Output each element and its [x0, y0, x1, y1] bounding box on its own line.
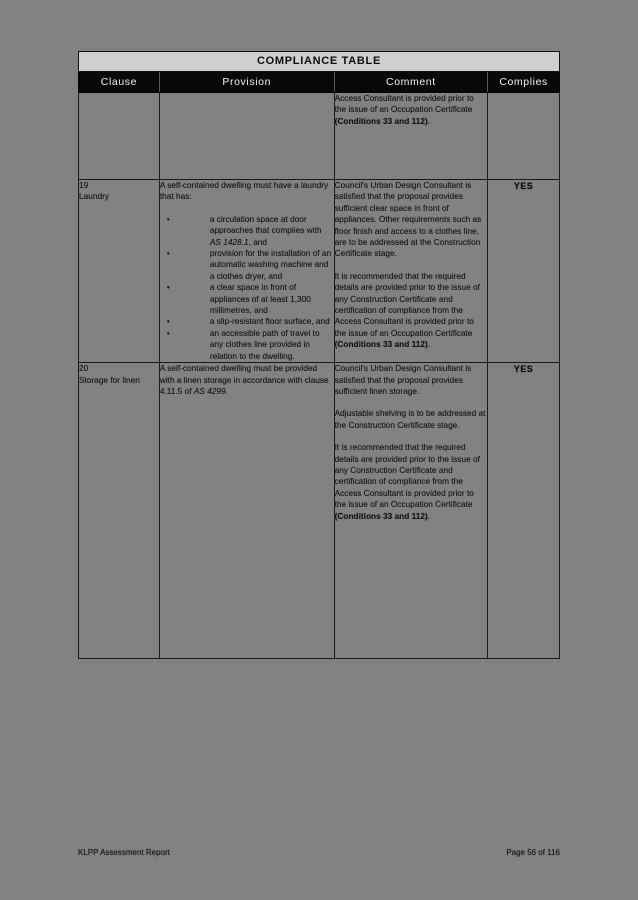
status-badge: YES: [513, 364, 534, 375]
table-title-row: [79, 52, 560, 72]
provision-bullet-list: [160, 214, 334, 362]
clause-title: Laundry: [79, 191, 109, 202]
list-item-label: a circulation space at door approaches that complies with AS 1428.1, and: [209, 213, 322, 247]
table-row: [79, 363, 560, 659]
column-header-provision: Provision: [159, 72, 334, 93]
comment-cell: [334, 363, 488, 659]
list-item: [160, 328, 334, 362]
provision-intro: A self-contained dwelling must have a laundry that has:: [159, 180, 329, 202]
complies-cell: [488, 363, 560, 659]
table-header-row: [79, 72, 560, 93]
clause-title: Storage for linen: [79, 374, 140, 385]
provision-cell: [159, 180, 334, 363]
bullet-icon: •: [166, 283, 170, 293]
page-footer: [78, 848, 560, 864]
comment-paragraph: It is recommended that the required details are provided prior to the issue of any Construction Certificate and certification of compliance from the Access Consultant is provided prior to the issue of an Occupation Certificate (Conditions 33 and 112).: [334, 442, 480, 521]
list-item: [160, 282, 334, 316]
list-item-label: a slip-resistant floor surface, and: [209, 316, 330, 327]
column-header-clause: Clause: [79, 72, 160, 93]
table-row: [79, 93, 560, 180]
comment-paragraph: Council's Urban Design Consultant is satisfied that the proposal provides sufficient linen storage.: [334, 363, 472, 396]
comment-paragraph: Adjustable shelving is to be addressed at the Construction Certificate stage.: [334, 408, 486, 430]
list-item: [160, 248, 334, 282]
column-header-comment: Comment: [334, 72, 488, 93]
list-item: [160, 316, 334, 327]
provision-cell: [159, 363, 334, 659]
clause-number: 19: [79, 180, 89, 190]
complies-cell: [488, 93, 560, 180]
status-badge: YES: [513, 181, 534, 191]
comment-paragraph: Access Consultant is provided prior to the issue of an Occupation Certificate (Conditions 33 and 112).: [334, 93, 474, 126]
table-title: COMPLIANCE TABLE: [79, 52, 560, 72]
comment-cell: [334, 180, 488, 363]
list-item: [160, 214, 334, 248]
table-row: [79, 180, 560, 363]
clause-cell: [79, 93, 160, 180]
list-item-label: provision for the installation of an automatic washing machine and a clothes dryer, and: [209, 248, 332, 281]
compliance-table: [78, 51, 560, 659]
list-item-label: a clear space in front of appliances of at least 1,300 millimetres, and: [209, 282, 311, 316]
provision-intro: A self-contained dwelling must be provided with a linen storage in accordance with clause 4.11.5 of AS 4299.: [159, 363, 329, 396]
comment-cell: [334, 93, 488, 180]
comment-paragraph: It is recommended that the required details are provided prior to the issue of any Construction Certificate and certification of compliance from the Access Consultant is provided prior to the issue of an Occupation Certificate (Conditions 33 and 112).: [334, 270, 480, 350]
provision-cell: [159, 93, 334, 180]
clause-cell: [79, 363, 160, 659]
footer-page-number: Page 56 of 116: [506, 848, 560, 857]
list-item-label: an accessible path of travel to any clothes line provided in relation to the dwelling.: [209, 327, 320, 361]
bullet-icon: •: [166, 249, 170, 259]
footer-document-title: KLPP Assessment Report: [78, 848, 170, 857]
clause-number: 20: [79, 363, 89, 374]
complies-cell: [488, 180, 560, 363]
clause-cell: [79, 180, 160, 363]
comment-paragraph: Council's Urban Design Consultant is satisfied that the proposal provides sufficient clear space in front of appliances. Other requirements such as floor finish and access to a clothes line, are to be addressed at the Construction Certificate stage.: [334, 180, 482, 259]
bullet-icon: •: [166, 214, 170, 224]
bullet-icon: •: [166, 317, 170, 327]
column-header-complies: Complies: [488, 72, 560, 93]
bullet-icon: •: [166, 328, 170, 338]
